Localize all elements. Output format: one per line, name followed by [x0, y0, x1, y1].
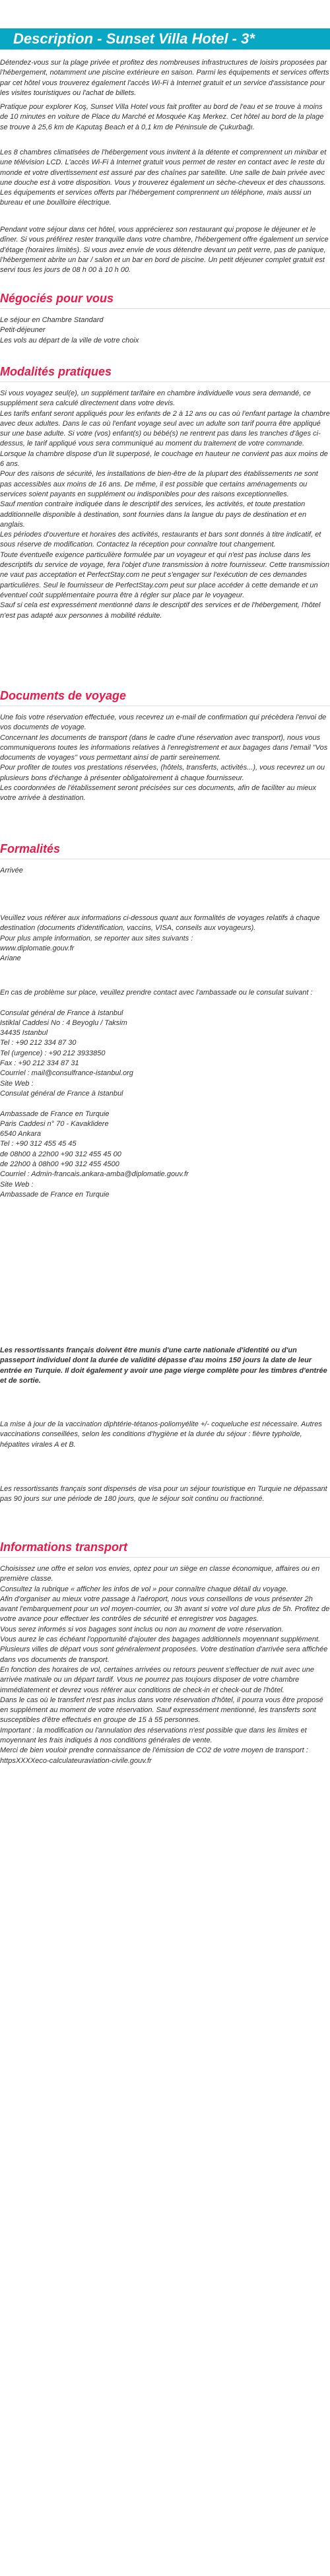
formalites-section — [0, 842, 330, 876]
description-section-4 — [0, 225, 330, 275]
description-paragraph-2: Pratique pour explorer Koş, Sunset Villa Hotel vous fait profiter au bord de l'eau et se trouve à moins de 10 minutes en voiture de Place du Marché et Mosquée Kaş Merkez. Cet hôtel au bord de la plage se trouve à 25,6 km de Kaputaş Beach et à 0,1 km de Péninsule de Çukurbağı. — [0, 103, 324, 131]
formalites-contact-block — [0, 988, 330, 1200]
formalites-heading: Formalités — [0, 842, 61, 855]
description-paragraph-4: Pendant votre séjour dans cet hôtel, vous apprécierez son restaurant qui propose le déjeuner et le dîner. Si vous préférez rester tranquille dans votre chambre, l'hébergement offre également un service d'étage (horaires limités). Si vous avez envie de vous détendre devant un petit verre, pas de panique, l'hébergement abrite un bar / salon et un bar en bord de piscine. Un petit déjeuner complet gratuit est servi tous les jours de 08 h 00 à 10 h 00. — [0, 226, 329, 275]
formalites-visa: Les ressortissants français sont dispensés de visa pour un séjour touristique en Turquie ne dépassant pas 90 jours sur une période de 180 jours, que le séjour soit continu ou fractionné. — [0, 1485, 327, 1503]
section-divider — [0, 308, 330, 309]
formalites-contact: En cas de problème sur place, veuillez prendre contact avec l'ambassade ou le consulat suivant : Consulat général de France à Istanbul Istiklal Caddesi No : 4 Beyoglu / Taksim 34435 Istanbul Tel : +90 212 334 87 30 Tel (urgence) : +90 212 3933850 Fax : +90 212 334 87 31 Courriel : mail@consulfrance-istanbul.org Site Web : Consulat général de France à Istanbul Ambassade de France en Turquie Paris Caddesi n° 70 - Kavaklidere 6540 Ankara Tel : +90 312 455 45 45 de 08h00 à 22h00 +90 312 455 45 00 de 22h00 à 08h00 +90 312 455 4500 Courriel : Admin-francais.ankara-amba@diplomatie.gouv.fr Site Web : Ambassade de France en Turquie — [0, 989, 313, 1199]
modalites-body: Si vous voyagez seul(e), un supplément tarifaire en chambre individuelle vous sera demandé, ce supplément sera calculé directement dans votre devis. Les tarifs enfant seront appliqués pour les enfants de 2 à 12 ans ou cas où l'enfant partage la chambre avec deux adultes. Dans le cas où l'enfant voyage seul avec un adulte son tarif pourra être appliqué sur une base adulte. Si votre (vos) enfant(s) ou bébé(s) ne rentrent pas dans les tranches d'âges ci-dessus, le tarif appliqué vous sera communiqué au moment du traitement de votre commande. Lorsque la chambre dispose d'un lit superposé, le couchage en hauteur ne convient pas aux moins de 6 ans. Pour des raisons de sécurité, les installations de bien-être de la plupart des établissements ne sont pas accessibles aux moins de 16 ans. De même, il est possible que certains aménagements ou services soient payants en supplément ou indisponibles pour des raisons exceptionnelles. Sauf mention contraire indiquée dans le descriptif des services, les activités, et toute prestation additionnelle disponible à destination, sont fournies dans la langue du pays de destination et en anglais. Les périodes d'ouverture et horaires des activités, restaurants et bars sont donnés à titre indicatif, et sous réserve de modification. Contactez la réception pour connaître tout changement. Toute éventuelle exigence particulière formulée par un voyageur et qui n'est pas incluse dans les descriptifs du service de voyage, fera l'objet d'une transmission à notre fournisseur. Cette transmission ne vaut pas acceptation et PerfectStay.com ne peut s'engager sur l'exécution de ces demandes particulières. Seul le fournisseur de PerfectStay.com peut sur place accéder à cette demande et un éventuel coût supplémentaire pourra être à régler sur place par le voyageur. Sauf si cela est expressément mentionné dans le descriptif des services et de l'hébergement, l'hôtel n'est pas adapté aux personnes à mobilité réduite. — [0, 389, 330, 620]
description-paragraph-3: Les 8 chambres climatisées de l'hébergement vous invitent à la détente et comprennent un minibar et une télévision LCD. L'accès Wi-Fi à Internet gratuit vous permet de rester en contact avec le reste du monde et votre divertissement est assuré par des chaînes par satellite. Une salle de bain privée avec une douche est à votre disposition. Vous y trouverez également un sèche-cheveux et des chaussons. Les équipements et services offerts par l'hébergement comprennent un téléphone, mais aussi un bureau et une bouilloire électrique. — [0, 149, 327, 207]
description-section — [0, 58, 330, 98]
page-title: Description - Sunset Villa Hotel - 3* — [0, 28, 330, 50]
transport-heading: Informations transport — [0, 1540, 128, 1554]
formalites-vaccins-block — [0, 1420, 330, 1450]
modalites-section — [0, 364, 330, 621]
formalites-passport: Les ressortissants français doivent être munis d'une carte nationale d'identité ou d'un passeport individuel dont la durée de validité dépasse d'au moins 150 jours la date de leur entrée en Turquie. Il doit également y avoir une page vierge complète pour les timbres d'entrée et de sortie. — [0, 1346, 327, 1385]
documents-heading: Documents de voyage — [0, 689, 127, 702]
formalites-intro-block — [0, 913, 330, 964]
section-divider — [0, 1557, 330, 1558]
transport-body: Choisissez une offre et selon vos envies, optez pour un siège en classe économique, affaires ou en première classe. Consultez la rubrique « afficher les infos de vol » pour connaître chaque détail du voyage. Afin d'organiser au mieux votre passage à l'aéroport, nous vous conseillons de vous présenter 2h avant l'embarquement pour un vol moyen-courrier, ou 3h avant si votre vol dure plus de 5h. Profitez de votre avance pour effectuer les contrôles de sécurité et enregistrer vos bagages. Vous serez informés si vos bagages sont inclus ou non au moment de votre réservation. Vous aurez le cas échéant l'opportunité d'ajouter des bagages additionnels moyennant supplément. Plusieurs villes de départ vous sont généralement proposées. Votre destination d'arrivée sera affichée dans vos documents de transport. En fonction des horaires de vol, certaines arrivées ou retours peuvent s'effectuer de nuit avec une arrivée matinale ou un départ tardif. Vous ne pourrez pas toujours disposer de votre chambre immédiatement et devrez vous référer aux conditions de check-in et check-out de l'hôtel. Dans le cas où le transfert n'est pas inclus dans votre réservation d'hôtel, il pourra vous être proposé en supplément au moment de votre réservation. Sauf expressément mentionné, les transferts sont susceptibles d'être effectués en groupe de 15 à 55 personnes. Important : la modification ou l'annulation des réservations n'est possible que dans les limites et moyennant les frais indiqués à nos conditions générales de vente. Merci de bien vouloir prendre connaissance de l'émission de CO2 de votre moyen de transport : httpsXXXXeco-calculateuraviation-civile.gouv.fr — [0, 1565, 330, 1765]
negocies-heading: Négociés pour vous — [0, 292, 114, 305]
documents-section — [0, 688, 330, 804]
formalites-intro: Veuillez vous référer aux informations ci-dessous quant aux formalités de voyages relatifs à chaque destination (documents d'identification, vaccins, VISA, conseils aux voyageurs). Pour plus ample information, se reporter aux sites suivants : www.diplomatie.gouv.fr Ariane — [0, 914, 320, 963]
description-section-3 — [0, 148, 330, 209]
formalites-vaccins: La mise à jour de la vaccination diphtérie-tétanos-poliomyélite +/- coqueluche est nécessaire. Autres vaccinations conseillées, selon les conditions d'hygiène et la durée du séjour : fièvre typhoïde, hépatites virales A et B. — [0, 1420, 322, 1449]
description-section-2 — [0, 102, 330, 133]
modalites-heading: Modalités pratiques — [0, 365, 112, 378]
formalites-visa-block — [0, 1484, 330, 1505]
transport-section — [0, 1540, 330, 1766]
section-divider — [0, 381, 330, 382]
formalites-passport-block — [0, 1346, 330, 1386]
formalites-arrivee: Arrivée — [0, 867, 23, 875]
negocies-section — [0, 291, 330, 346]
negocies-list: Le séjour en Chambre Standard Petit-déjeuner Les vols au départ de la ville de votre choix — [0, 316, 139, 345]
description-paragraph-1: Détendez-vous sur la plage privée et profitez des nombreuses infrastructures de loisirs proposées par l'hébergement, notamment une piscine extérieure en saison. Parmi les équipements et services offerts par cet hôtel vous trouverez également l'accès Wi-Fi à Internet gratuit et un service d'assistance pour les visites touristiques ou l'achat de billets. — [0, 59, 329, 97]
documents-body: Une fois votre réservation effectuée, vous recevrez un e-mail de confirmation qui précèdera l'envoi de vos documents de voyage. Concernant les documents de transport (dans le cadre d'une réservation avec transport), nous vous communiquerons toutes les informations relatives à l'enregistrement et aux bagages dans l'email "Vos documents de voyages" vous permettant ainsi de partir sereinement. Pour profiter de toutes vos prestations réservées, (hôtels, transferts, activités...), vous recevrez un ou plusieurs bons d'échange à présenter obligatoirement à chaque fournisseur. Les coordonnées de l'établissement seront précisées sur ces documents, afin de faciliter au mieux votre arrivée à destination. — [0, 713, 328, 803]
